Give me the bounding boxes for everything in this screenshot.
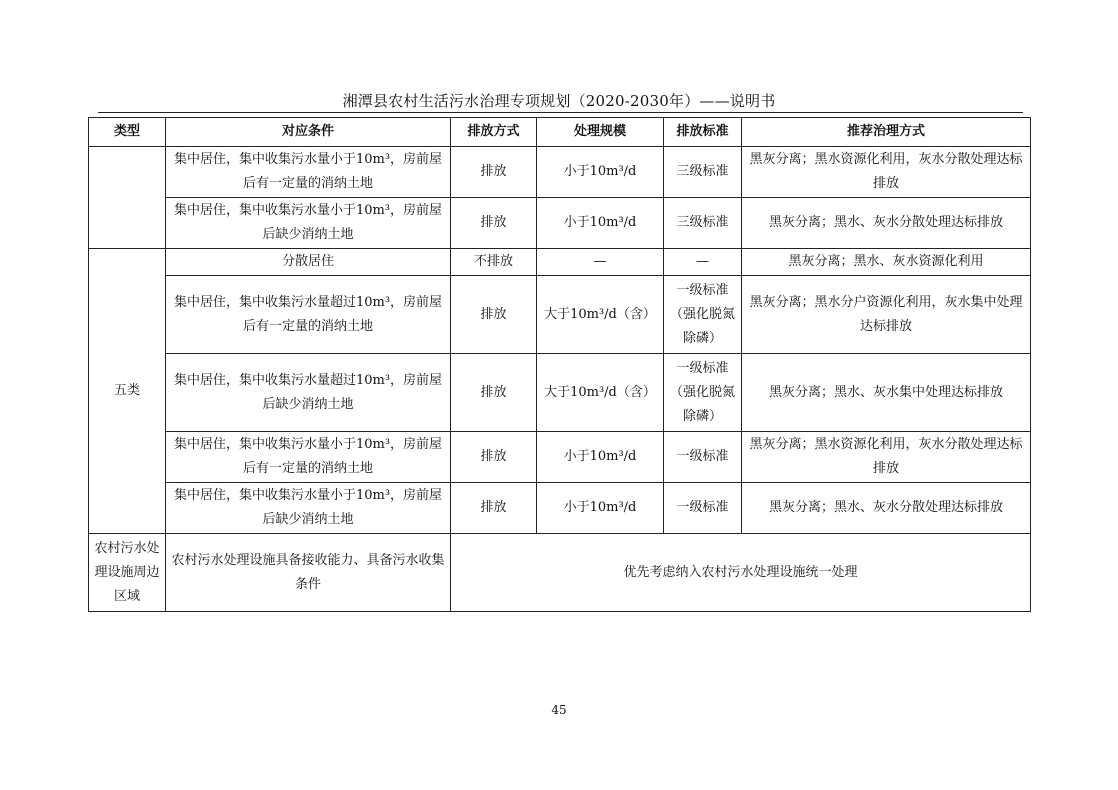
discharge-cell: 不排放	[451, 249, 537, 276]
method-cell: 黑灰分离；黑水、灰水资源化利用	[742, 249, 1031, 276]
method-cell: 黑灰分离；黑水资源化利用，灰水分散处理达标排放	[742, 147, 1031, 198]
discharge-cell: 排放	[451, 198, 537, 249]
condition-cell: 集中居住，集中收集污水量超过10m³，房前屋后缺少消纳土地	[166, 354, 451, 432]
method-cell: 黑灰分离；黑水、灰水集中处理达标排放	[742, 354, 1031, 432]
standard-cell: 一级标准	[664, 483, 742, 534]
type-cell-continued	[89, 147, 166, 249]
column-header-discharge: 排放方式	[451, 118, 537, 147]
table-header-row	[89, 118, 1031, 147]
condition-cell: 集中居住，集中收集污水量小于10m³，房前屋后缺少消纳土地	[166, 483, 451, 534]
page-number: 45	[551, 703, 567, 717]
type-cell-five: 五类	[89, 249, 166, 534]
standard-cell: 三级标准	[664, 147, 742, 198]
method-cell: 黑灰分离；黑水、灰水分散处理达标排放	[742, 198, 1031, 249]
method-cell: 黑灰分离；黑水资源化利用，灰水分散处理达标排放	[742, 432, 1031, 483]
treatment-method-table	[88, 117, 1031, 612]
discharge-cell: 排放	[451, 354, 537, 432]
scale-cell: 大于10m³/d（含）	[537, 354, 664, 432]
standard-cell: 一级标准	[664, 432, 742, 483]
discharge-cell: 排放	[451, 147, 537, 198]
discharge-cell: 排放	[451, 276, 537, 354]
table-row	[89, 249, 1031, 276]
method-cell: 黑灰分离；黑水、灰水分散处理达标排放	[742, 483, 1031, 534]
method-cell: 黑灰分离；黑水分户资源化利用，灰水集中处理达标排放	[742, 276, 1031, 354]
column-header-condition: 对应条件	[166, 118, 451, 147]
column-header-method: 推荐治理方式	[742, 118, 1031, 147]
standard-cell: 三级标准	[664, 198, 742, 249]
discharge-cell: 排放	[451, 483, 537, 534]
column-header-type: 类型	[89, 118, 166, 147]
scale-cell: 小于10m³/d	[537, 198, 664, 249]
condition-cell: 分散居住	[166, 249, 451, 276]
column-header-standard: 排放标准	[664, 118, 742, 147]
condition-cell: 集中居住，集中收集污水量小于10m³，房前屋后有一定量的消纳土地	[166, 147, 451, 198]
table-row	[89, 147, 1031, 198]
scale-cell: 小于10m³/d	[537, 147, 664, 198]
method-cell-merged: 优先考虑纳入农村污水处理设施统一处理	[451, 534, 1031, 612]
table-row	[89, 534, 1031, 612]
table-row	[89, 198, 1031, 249]
header-divider	[98, 112, 1023, 113]
discharge-cell: 排放	[451, 432, 537, 483]
scale-cell: 小于10m³/d	[537, 432, 664, 483]
table-row	[89, 276, 1031, 354]
document-running-title: 湘潭县农村生活污水治理专项规划（2020-2030年）——说明书	[342, 92, 776, 110]
condition-cell: 农村污水处理设施具备接收能力、具备污水收集条件	[166, 534, 451, 612]
scale-cell: 小于10m³/d	[537, 483, 664, 534]
scale-cell: 大于10m³/d（含）	[537, 276, 664, 354]
scale-cell: —	[537, 249, 664, 276]
standard-cell: 一级标准（强化脱氮除磷）	[664, 354, 742, 432]
condition-cell: 集中居住，集中收集污水量小于10m³，房前屋后缺少消纳土地	[166, 198, 451, 249]
table-row	[89, 483, 1031, 534]
condition-cell: 集中居住，集中收集污水量小于10m³，房前屋后有一定量的消纳土地	[166, 432, 451, 483]
type-cell-rural-facility: 农村污水处理设施周边区域	[89, 534, 166, 612]
table-row	[89, 432, 1031, 483]
standard-cell: 一级标准（强化脱氮除磷）	[664, 276, 742, 354]
standard-cell: —	[664, 249, 742, 276]
column-header-scale: 处理规模	[537, 118, 664, 147]
condition-cell: 集中居住，集中收集污水量超过10m³，房前屋后有一定量的消纳土地	[166, 276, 451, 354]
table-row	[89, 354, 1031, 432]
